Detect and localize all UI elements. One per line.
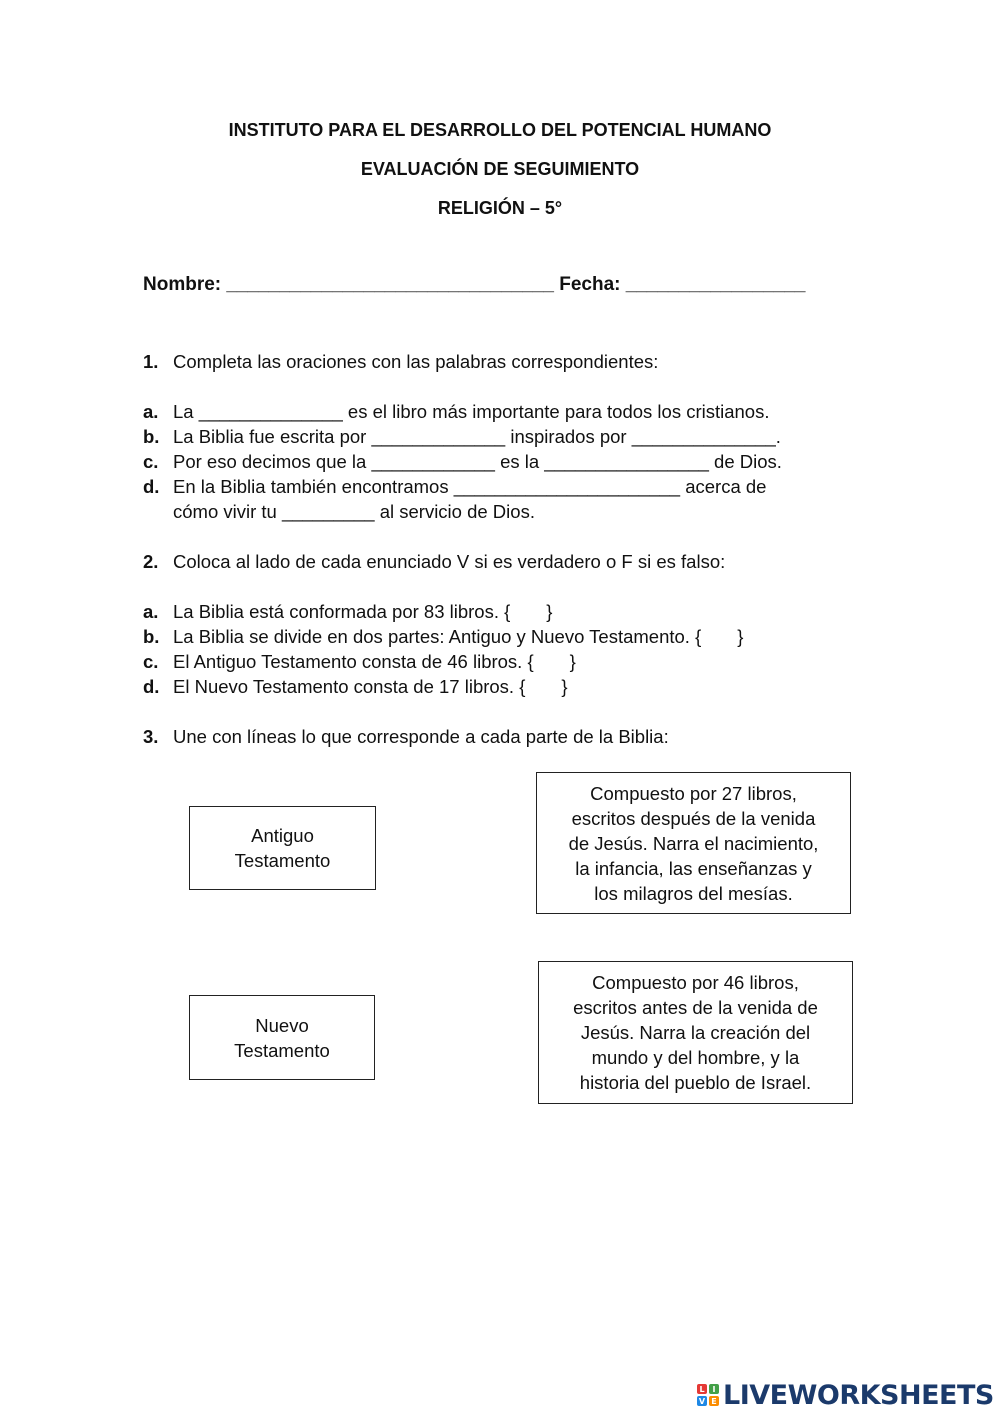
match-box-description-46-libros[interactable]: Compuesto por 46 libros, escritos antes de la venida de Jesús. Narra la creación del mundo y del hombre, y la historia del pueblo de Israel. — [538, 961, 853, 1104]
q1-number: 1. — [143, 351, 159, 372]
liveworksheets-brand: LIVEWORKSHEETS — [723, 1379, 994, 1411]
q1-item: d. En la Biblia también encontramos ______________________ acerca de — [143, 476, 767, 497]
q2-number: 2. — [143, 551, 159, 572]
q1-prompt — [143, 351, 658, 373]
liveworksheets-mark-icon: L I V E — [697, 1384, 719, 1406]
q3-prompt-text: Une con líneas lo que corresponde a cada parte de la Biblia: — [173, 726, 669, 747]
name-date-line: Nombre: _______________________________ Fecha: _________________ — [143, 274, 806, 295]
q2-prompt — [143, 551, 725, 573]
subject-title: RELIGIÓN – 5° — [437, 198, 563, 218]
q3-prompt — [143, 726, 669, 748]
q2-prompt-text: Coloca al lado de cada enunciado V si es verdadero o F si es falso: — [173, 551, 726, 572]
q1-item: b. La Biblia fue escrita por _____________ inspirados por ______________. — [143, 426, 781, 447]
q1-item-continuation: cómo vivir tu _________ al servicio de Dios. — [173, 501, 535, 522]
q1-item: c. Por eso decimos que la ____________ es la ________________ de Dios. — [143, 451, 782, 472]
q2-item: c. El Antiguo Testamento consta de 46 libros. { } — [143, 651, 576, 672]
evaluation-title: EVALUACIÓN DE SEGUIMIENTO — [360, 159, 640, 179]
institute-title: INSTITUTO PARA EL DESARROLLO DEL POTENCIAL HUMANO — [228, 120, 772, 140]
q1-item: a. La ______________ es el libro más importante para todos los cristianos. — [143, 401, 770, 422]
q3-number: 3. — [143, 726, 159, 747]
match-box-nuevo-testamento[interactable]: Nuevo Testamento — [189, 995, 375, 1080]
q2-item: a. La Biblia está conformada por 83 libros. { } — [143, 601, 553, 622]
liveworksheets-logo — [697, 1378, 994, 1412]
q2-item: b. La Biblia se divide en dos partes: Antiguo y Nuevo Testamento. { } — [143, 626, 744, 647]
q1-prompt-text: Completa las oraciones con las palabras correspondientes: — [173, 351, 659, 372]
q2-item: d. El Nuevo Testamento consta de 17 libros. { } — [143, 676, 568, 697]
match-box-description-27-libros[interactable]: Compuesto por 27 libros, escritos después de la venida de Jesús. Narra el nacimiento, la infancia, las enseñanzas y los milagros del mesías. — [536, 772, 851, 914]
match-box-antiguo-testamento[interactable]: Antiguo Testamento — [189, 806, 376, 890]
